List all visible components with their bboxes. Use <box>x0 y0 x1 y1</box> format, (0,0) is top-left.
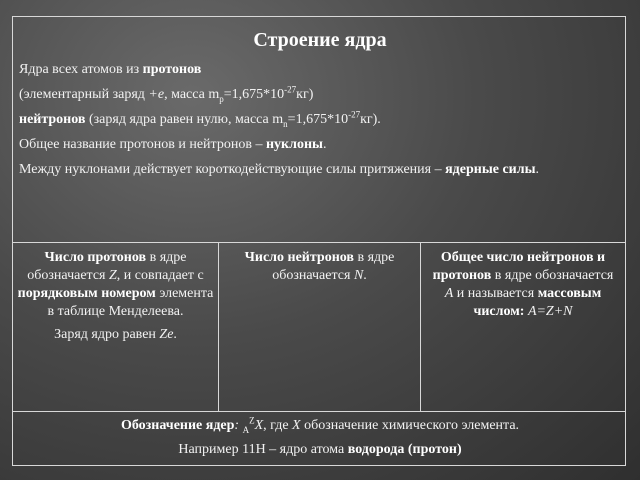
intro-line-4-end: . <box>322 137 327 152</box>
mass-number-formula: A=Z+N <box>524 304 573 319</box>
intro-line-5-text: Между нуклонами действует короткодействующие силы притяжения – <box>19 162 446 177</box>
col1-text-e: элемента в таблице Менделеева. <box>47 286 214 319</box>
column-protons <box>13 243 219 411</box>
intro-line-5-end: . <box>535 162 540 177</box>
intro-line-3 <box>19 111 619 129</box>
proton-mass-unit: кг) <box>296 87 314 102</box>
term-nucleons: нуклоны <box>265 137 323 152</box>
column-neutrons <box>219 243 421 411</box>
notation-symbol-x-2: X <box>292 418 301 433</box>
term-ordinal-number: порядковым номером <box>17 286 156 301</box>
term-mass-number: массовым числом: <box>473 286 602 319</box>
notation-colon: : <box>234 418 243 433</box>
symbol-ze: Ze <box>159 327 174 342</box>
col3-text-b: в ядре обозначается <box>491 268 614 283</box>
term-protons: протонов <box>142 62 202 77</box>
notation-text-c: , где <box>263 418 293 433</box>
intro-line-1 <box>19 61 619 79</box>
content-frame <box>12 16 626 466</box>
info-columns <box>13 242 625 412</box>
symbol-n: N <box>353 268 364 283</box>
example-line <box>13 438 627 462</box>
term-hydrogen-proton: водорода (протон) <box>347 442 462 457</box>
neutron-mass-value: =1,675*10 <box>287 112 349 127</box>
symbol-a: A <box>444 286 454 301</box>
col1-text-b: в ядре обозначается <box>27 250 187 283</box>
term-neutrons: нейтронов <box>19 112 86 127</box>
proton-mass-value: =1,675*10 <box>223 87 285 102</box>
col3-text-c: и называется <box>453 286 538 301</box>
intro-line-2-mass: , масса m <box>164 87 220 102</box>
notation-text-d: обозначение химического элемента. <box>300 418 520 433</box>
notation-symbol-x: X <box>254 418 264 433</box>
intro-line-4 <box>19 136 619 154</box>
col2-text-c: . <box>363 268 367 283</box>
notation-section <box>13 414 627 462</box>
term-nuclear-forces: ядерные силы <box>445 162 536 177</box>
notation-sub-a: A <box>242 424 250 435</box>
intro-line-3-text: (заряд ядра равен нулю, масса m <box>85 112 284 127</box>
intro-line-2-text: (элементарный заряд <box>19 87 149 102</box>
slide-title: Строение ядра <box>253 29 387 51</box>
symbol-z: Z <box>109 268 117 283</box>
column-protons-text <box>17 249 214 321</box>
neutron-mass-unit: кг). <box>360 112 381 127</box>
column-mass-number <box>421 243 625 411</box>
col1-text-c: , и совпадает с <box>116 268 204 283</box>
elementary-charge: +e <box>148 87 165 102</box>
col2-text-b: в ядре обозначается <box>272 250 395 283</box>
intro-line-4-text: Общее название протонов и нейтронов – <box>19 137 266 152</box>
col1-text-g: . <box>173 327 177 342</box>
term-nucleus-notation: Обозначение ядер <box>120 418 235 433</box>
column-protons-charge <box>17 326 214 344</box>
column-neutrons-text <box>223 249 416 285</box>
notation-sup-z: Z <box>249 415 255 426</box>
example-text: Например 11Н – ядро атома <box>178 442 348 457</box>
neutron-subscript: n <box>283 118 288 129</box>
term-total-nucleons: Общее число нейтронов и протонов <box>432 250 606 283</box>
proton-mass-exponent: -27 <box>284 84 297 95</box>
intro-line-5 <box>19 161 619 179</box>
column-mass-number-text <box>427 249 619 321</box>
notation-line <box>13 414 627 438</box>
intro-text <box>19 61 619 179</box>
col1-text-f: Заряд ядро равен <box>54 327 160 342</box>
proton-subscript: p <box>219 93 224 104</box>
term-neutron-number: Число нейтронов <box>244 250 354 265</box>
intro-line-2 <box>19 86 619 104</box>
term-proton-number: Число протонов <box>44 250 147 265</box>
neutron-mass-exponent: -27 <box>348 109 361 120</box>
intro-line-1-text: Ядра всех атомов из <box>19 62 143 77</box>
